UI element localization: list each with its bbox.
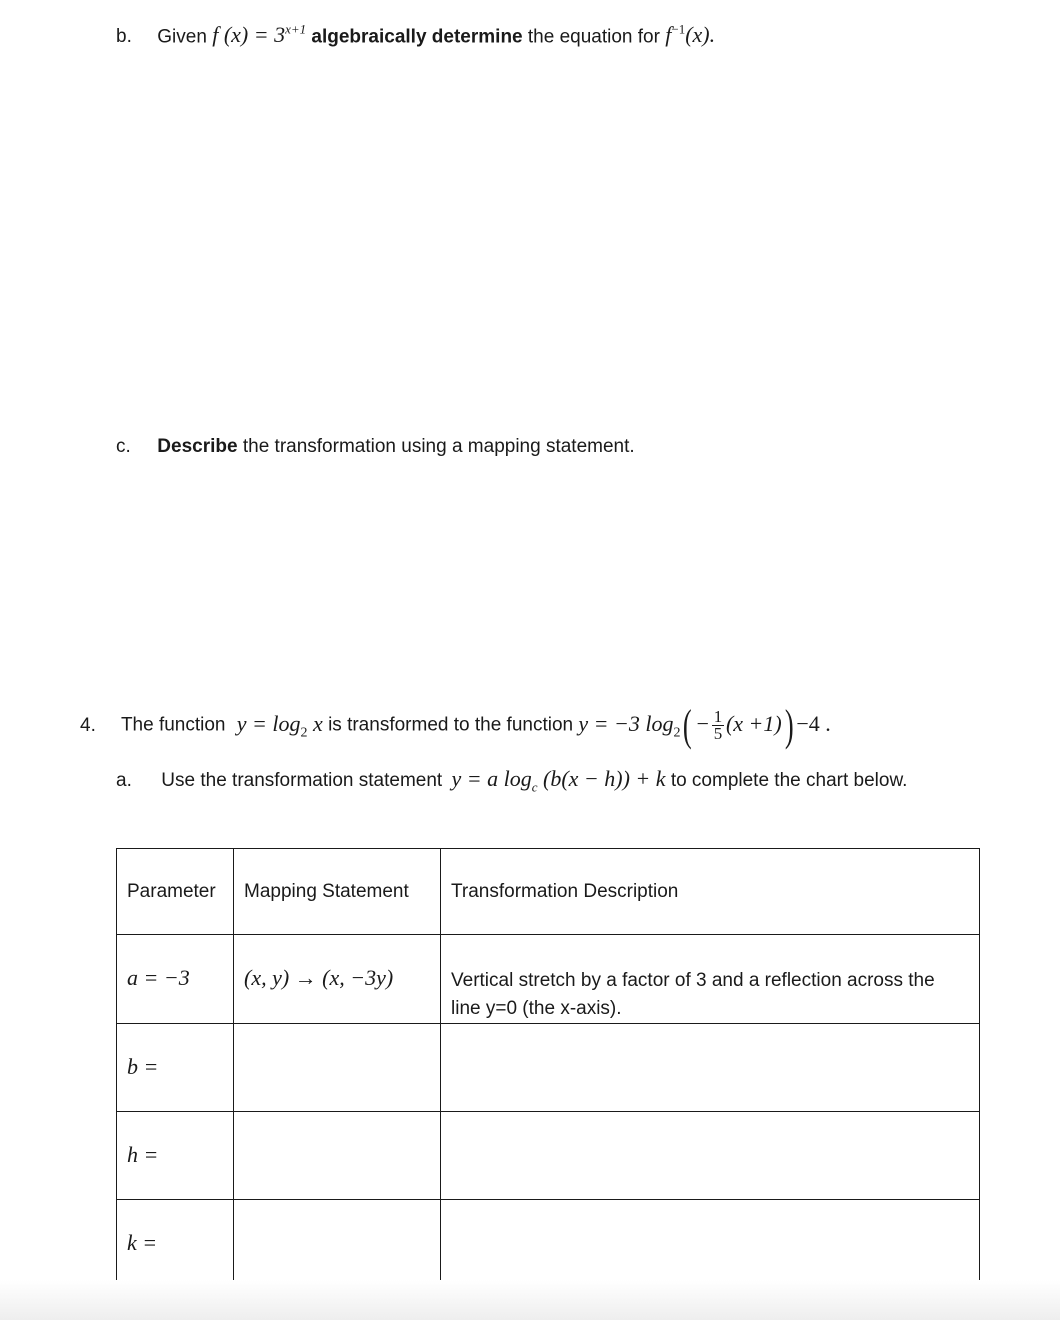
question-a-label: a.: [116, 770, 132, 791]
table-row: [117, 1200, 980, 1288]
question-a-text-1: Use the transformation statement: [161, 770, 443, 791]
question-a-statement: [451, 766, 666, 795]
fraction-numerator: 1: [713, 707, 723, 726]
question-4-expr-2: y = −3 log: [578, 710, 674, 736]
question-c-label: c.: [116, 436, 131, 457]
description-cell[interactable]: [441, 1024, 980, 1112]
parameter-cell: a = −3: [117, 935, 234, 1024]
fraction: [712, 709, 724, 742]
description-cell: Vertical stretch by a factor of 3 and a reflection across the line y=0 (the x-axis).: [441, 935, 980, 1024]
question-b-function: [212, 22, 306, 47]
question-4-expr-1-sub: 2: [300, 724, 308, 740]
question-b-inverse-f: f: [665, 22, 672, 48]
table-row: [117, 1024, 980, 1112]
right-paren: ): [784, 701, 794, 750]
question-b-inverse-arg: (x).: [685, 22, 716, 48]
question-4-original-function: [236, 710, 323, 740]
question-4: [80, 700, 831, 760]
question-4-text-2: is transformed to the function: [328, 714, 574, 736]
question-b-inverse-sup: −1: [671, 22, 686, 37]
table-row: [117, 935, 980, 1024]
left-paren: (: [683, 701, 693, 750]
question-b-label: b.: [116, 26, 132, 48]
header-parameter: Parameter: [117, 849, 234, 935]
description-cell[interactable]: [441, 1200, 980, 1288]
chart-header-row: [117, 849, 980, 935]
question-b-inverse: [665, 22, 715, 47]
question-b-fx: f (x) = 3: [212, 22, 286, 48]
question-a-expr-rest: (b(x − h)) + k: [543, 766, 666, 791]
header-description: Transformation Description: [441, 849, 980, 935]
transformation-chart: [116, 848, 980, 1288]
mapping-cell[interactable]: [234, 1024, 441, 1112]
question-4-expr-1-var: x: [313, 710, 323, 736]
question-a-expr: y = a log: [451, 766, 532, 791]
question-4-expr-1: y = log: [236, 710, 301, 736]
question-4-expr-2-tail: −4 .: [796, 710, 831, 736]
question-c-bold: Describe: [157, 436, 238, 457]
question-b-exponent: x+1: [285, 22, 307, 37]
question-b: [116, 22, 715, 48]
parameter-cell: b =: [117, 1024, 234, 1112]
mapping-cell[interactable]: [234, 1112, 441, 1200]
parameter-cell: k =: [117, 1200, 234, 1288]
question-b-given: Given: [157, 26, 207, 48]
header-mapping: Mapping Statement: [234, 849, 441, 935]
fraction-denominator: 5: [713, 724, 723, 743]
parameter-cell: h =: [117, 1112, 234, 1200]
question-c-rest: the transformation using a mapping statement.: [242, 436, 635, 457]
page-bottom-shade: [0, 1280, 1060, 1320]
question-c: [116, 436, 635, 458]
question-b-bold: algebraically determine: [311, 26, 523, 48]
question-a: [116, 766, 907, 795]
question-a-text-2: to complete the chart below.: [670, 770, 908, 791]
mapping-cell: (x, y) → (x, −3y): [234, 935, 441, 1024]
question-4-transformed-function: y = −3 $\log_2$( − $\frac{1}{5}$ (x +1)) −4 .: [578, 701, 831, 750]
description-cell[interactable]: [441, 1112, 980, 1200]
question-b-rest: the equation for: [527, 26, 660, 48]
table-row: [117, 1112, 980, 1200]
question-a-expr-sub: c: [531, 779, 538, 795]
question-4-label: 4.: [80, 714, 96, 736]
question-4-expr-2-sub: 2: [673, 724, 681, 740]
question-4-text-1: The function: [120, 714, 226, 736]
question-4-expr-2-inner: (x +1): [725, 710, 782, 736]
mapping-cell[interactable]: [234, 1200, 441, 1288]
